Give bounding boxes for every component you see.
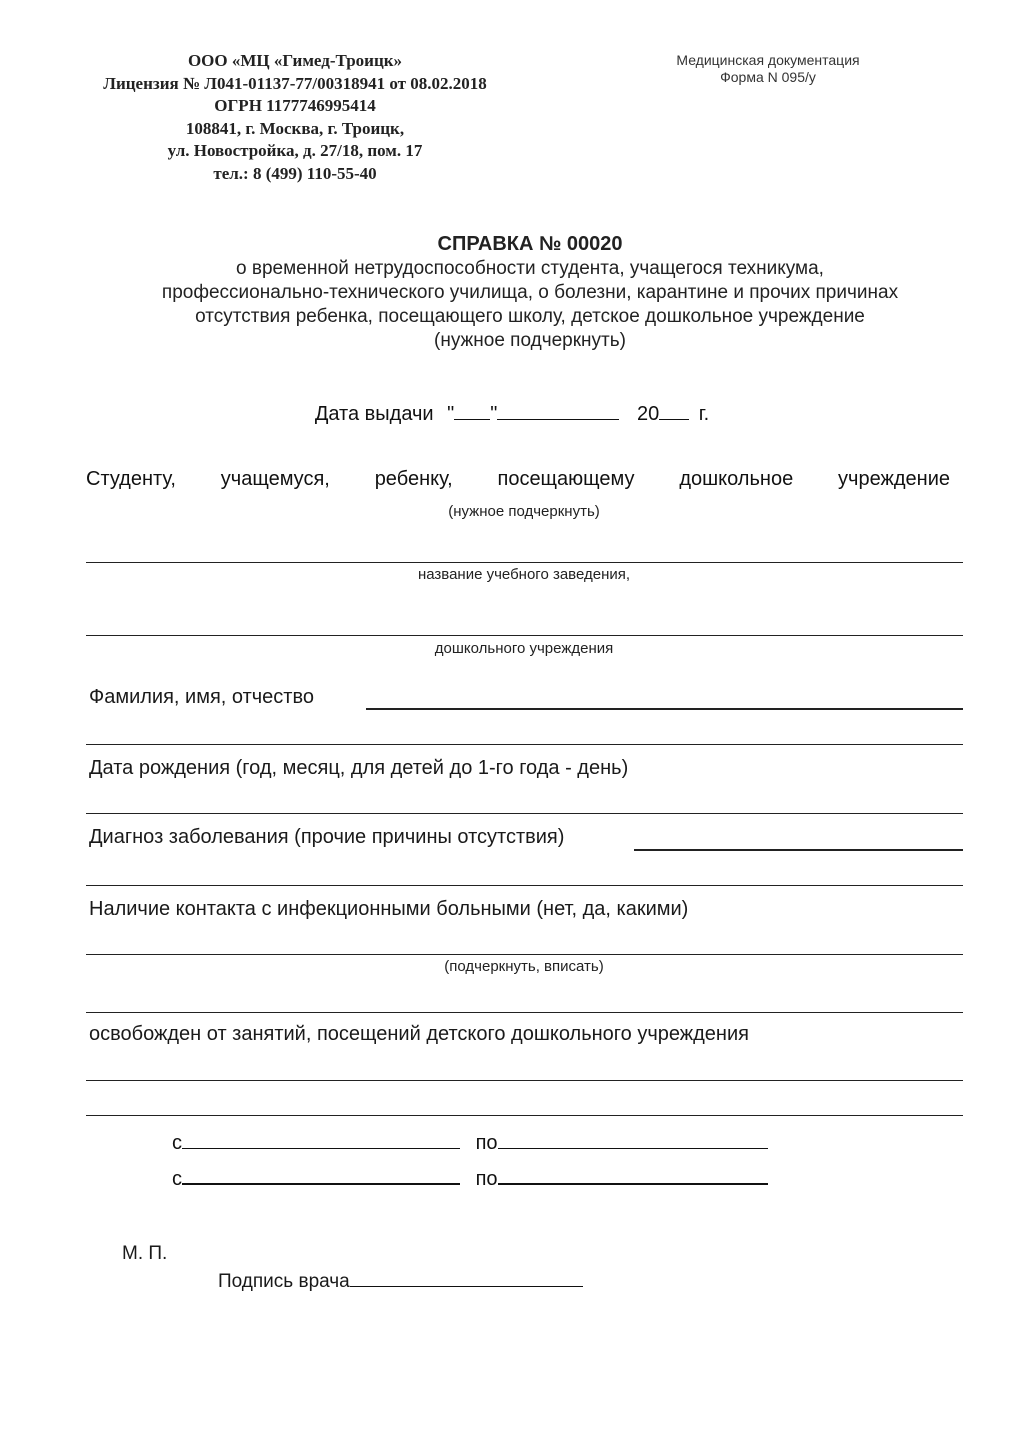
contact-label: Наличие контакта с инфекционными больными (нет, да, какими) <box>89 898 689 920</box>
issue-day-field[interactable] <box>454 401 490 420</box>
certificate-subtitle-line: профессионально-технического училища, о болезни, карантине и прочих причинах <box>161 282 899 303</box>
organization-header <box>60 50 530 185</box>
contact-line[interactable] <box>86 954 963 955</box>
period-from-field[interactable] <box>182 1165 460 1185</box>
preschool-name-line[interactable] <box>86 635 963 636</box>
contact-extra-line[interactable] <box>86 1012 963 1013</box>
recipient-word: ребенку, <box>374 468 453 490</box>
contact-note: (подчеркнуть, вписать) <box>444 958 604 975</box>
exemption-label: освобожден от занятий, посещений детского дошкольного учреждения <box>89 1023 749 1045</box>
quote-open: " <box>447 403 455 425</box>
full-name-extra-line[interactable] <box>86 744 963 745</box>
stamp-place-label: М. П. <box>122 1243 168 1264</box>
org-phone: тел.: 8 (499) 110-55-40 <box>213 163 377 183</box>
doc-type-label: Медицинская документация <box>676 52 860 68</box>
certificate-title: СПРАВКА № 00020 <box>437 233 623 255</box>
issue-year-suffix: г. <box>698 403 710 425</box>
recipient-note: (нужное подчеркнуть) <box>448 503 600 520</box>
institution-name-line[interactable] <box>86 562 963 563</box>
recipient-type-line <box>86 468 950 491</box>
form-number: Форма N 095/у <box>720 69 816 85</box>
signature-row <box>218 1268 583 1293</box>
diagnosis-line[interactable] <box>634 849 963 851</box>
period-row-2 <box>172 1165 768 1191</box>
form-identifier <box>640 52 896 86</box>
certificate-subtitle-note: (нужное подчеркнуть) <box>434 330 626 351</box>
issue-month-field[interactable] <box>497 401 619 420</box>
birth-date-line[interactable] <box>86 813 963 814</box>
recipient-word: учащемуся, <box>220 468 330 490</box>
org-name: ООО «МЦ «Гимед-Троицк» <box>187 51 403 70</box>
diagnosis-extra-line[interactable] <box>86 885 963 886</box>
org-ogrn: ОГРН 1177746995414 <box>214 96 376 115</box>
period-to-label: по <box>475 1168 498 1190</box>
quote-close: " <box>490 403 498 425</box>
org-address-street: ул. Новостройка, д. 27/18, пом. 17 <box>167 141 423 160</box>
full-name-label: Фамилия, имя, отчество <box>89 686 314 708</box>
issue-date-row <box>0 401 1024 426</box>
certificate-title-block <box>60 232 1000 353</box>
preschool-caption: дошкольного учреждения <box>434 640 614 657</box>
period-to-field[interactable] <box>498 1165 768 1185</box>
signature-label: Подпись врача <box>218 1271 350 1292</box>
signature-field[interactable] <box>350 1268 583 1287</box>
period-row-1 <box>172 1130 768 1155</box>
exemption-line[interactable] <box>86 1080 963 1081</box>
org-address-city: 108841, г. Москва, г. Троицк, <box>185 118 405 138</box>
period-from-label: с <box>172 1168 182 1190</box>
issue-date-label: Дата выдачи <box>314 403 434 425</box>
exemption-extra-line[interactable] <box>86 1115 963 1116</box>
full-name-line[interactable] <box>366 708 963 710</box>
recipient-word: учреждение <box>838 468 950 490</box>
period-from-label: с <box>172 1132 182 1154</box>
org-license: Лицензия № Л041-01137-77/00318941 от 08.02.2018 <box>103 73 487 93</box>
issue-year-prefix: 20 <box>636 403 660 425</box>
period-from-field[interactable] <box>182 1130 460 1149</box>
recipient-word: Студенту, <box>86 468 176 490</box>
institution-caption: название учебного заведения, <box>417 566 631 583</box>
certificate-subtitle-line: о временной нетрудоспособности студента, учащегося техникума, <box>236 258 824 279</box>
issue-year-field[interactable] <box>659 401 689 420</box>
diagnosis-label: Диагноз заболевания (прочие причины отсутствия) <box>89 826 565 848</box>
birth-date-label: Дата рождения (год, месяц, для детей до 1-го года - день) <box>89 757 629 779</box>
recipient-word: дошкольное <box>679 468 794 490</box>
recipient-word: посещающему <box>497 468 635 490</box>
period-to-label: по <box>475 1132 498 1154</box>
period-to-field[interactable] <box>498 1130 768 1149</box>
certificate-subtitle-line: отсутствия ребенка, посещающего школу, детское дошкольное учреждение <box>195 306 865 327</box>
